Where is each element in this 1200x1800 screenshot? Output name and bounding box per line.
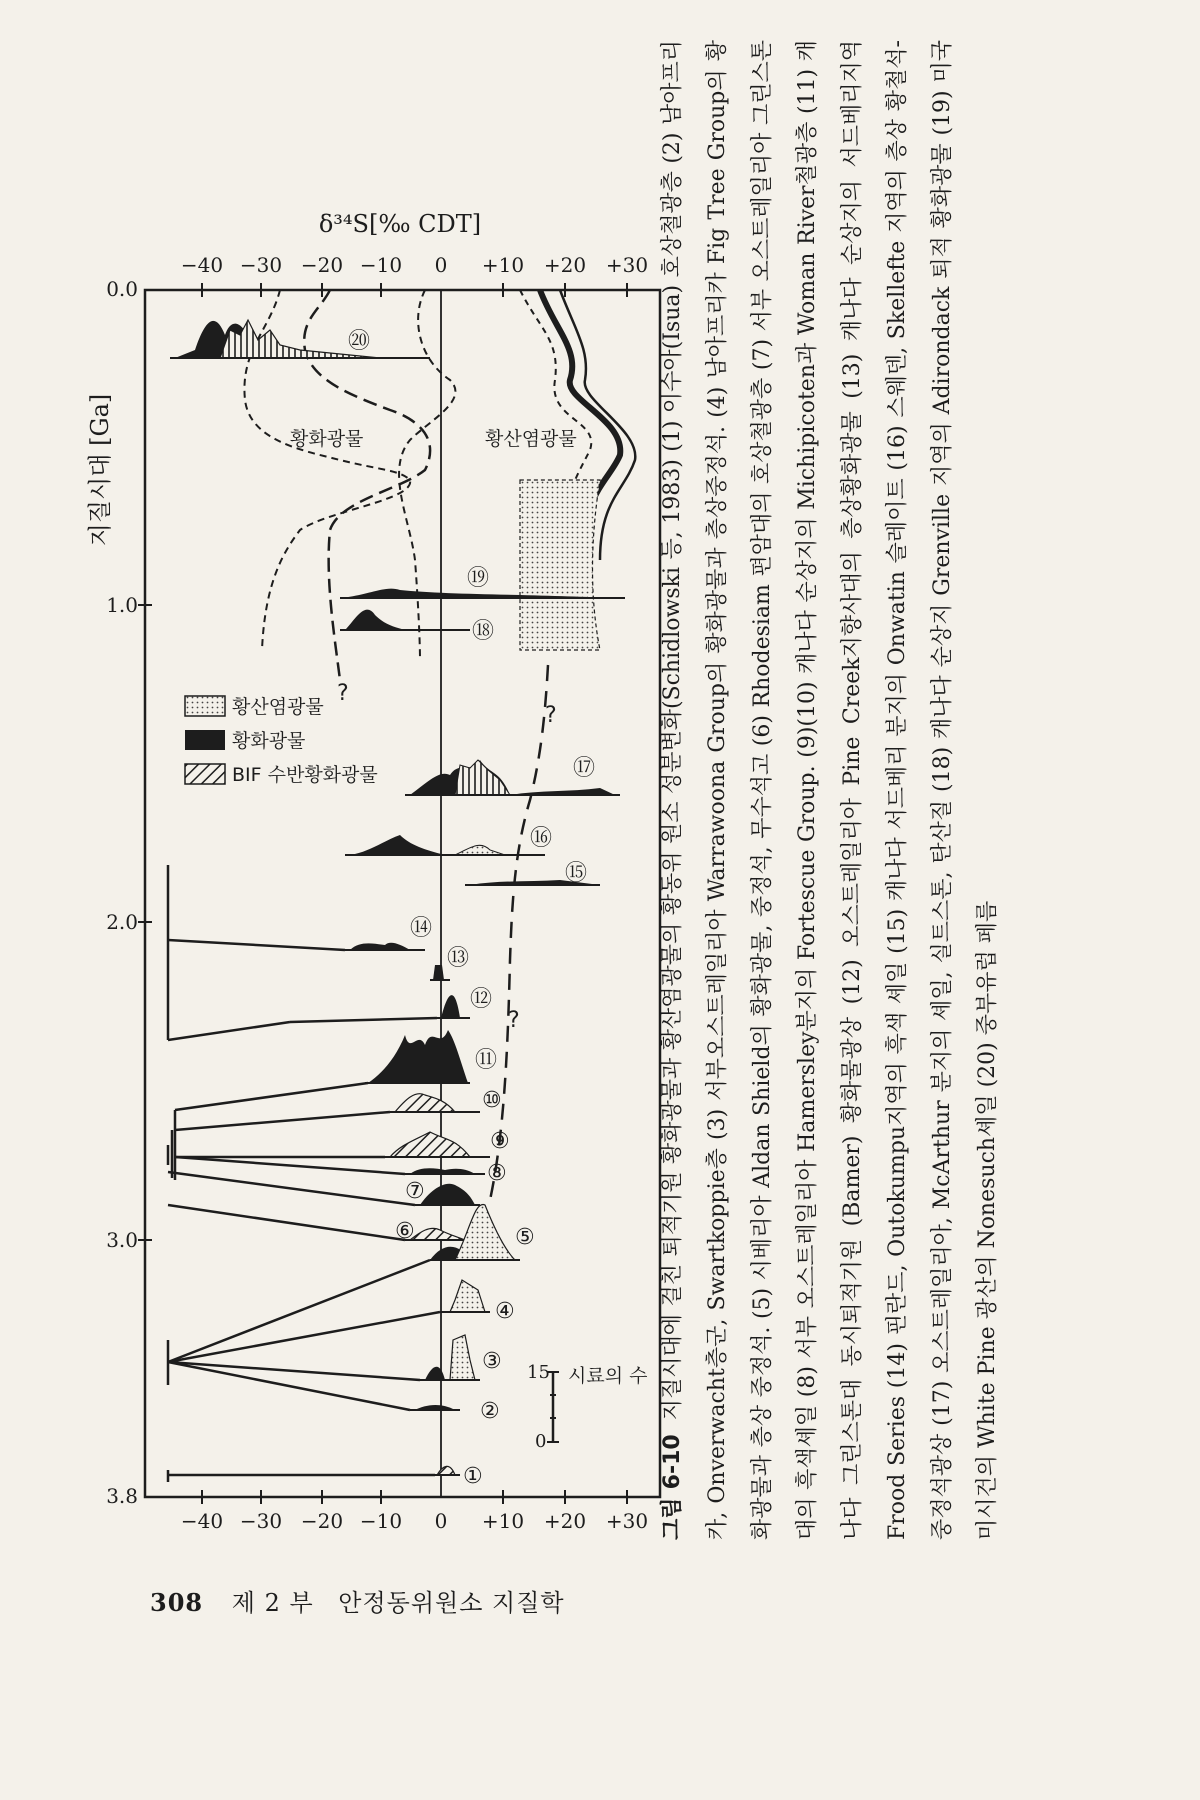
page-number: 308 [150,1588,204,1617]
y-tick: 1.0 [106,593,138,617]
distribution-20 [170,320,430,358]
sample-label: ⑪ [475,1048,498,1073]
sample-label: ⑧ [487,1161,507,1186]
sample-label: ⑲ [467,566,490,591]
top-tick: −30 [239,253,283,277]
bottom-tick: −40 [180,1509,224,1533]
y-axis-title: 지질시대 [Ga] [86,393,114,547]
age-bars [168,865,440,1482]
distribution-8 [405,1168,485,1174]
question-mark: ? [545,703,557,728]
top-tick: +10 [481,253,525,277]
bottom-tick: −10 [359,1509,403,1533]
page-footer [150,1583,565,1618]
sample-label: ⑨ [490,1129,510,1154]
distribution-14 [345,943,425,950]
top-tick: +30 [605,253,649,277]
sample-label: ③ [482,1349,502,1374]
sample-label: ⑯ [530,826,553,851]
bottom-tick: 0 [434,1509,448,1533]
y-tick: 2.0 [106,910,138,934]
bottom-tick: −30 [239,1509,283,1533]
caption-label: 그림 6-10 [660,1434,685,1540]
figure-caption [650,40,1120,1540]
sample-label: ① [463,1464,483,1489]
scale-bottom: 0 [535,1431,547,1452]
legend-sulfate: 황산염광물 [232,696,324,718]
distribution-18 [340,610,470,630]
sample-label: ⑦ [405,1179,425,1204]
top-tick: +20 [543,253,587,277]
distribution-10 [390,1094,480,1112]
distribution-9 [385,1132,490,1157]
legend [185,696,378,786]
curve-label-sulfate: 황산염광물 [485,428,577,450]
top-tick: −10 [359,253,403,277]
legend-sulfide: 황화광물 [232,730,306,752]
question-mark: ? [508,1008,520,1033]
continuation-dashes [490,665,548,1200]
bottom-axis-ticks [181,1509,648,1533]
y-tick: 3.0 [106,1228,138,1252]
sample-label: ⑮ [565,861,588,886]
distribution-4 [440,1280,490,1312]
sample-label: ④ [495,1299,515,1324]
sample-label: ⑥ [395,1219,415,1244]
sample-label: ⑩ [482,1088,502,1113]
footer-title: 안정동위원소 지질학 [338,1589,565,1617]
distribution-7 [415,1184,480,1205]
distribution-1 [435,1466,460,1475]
footer-part: 제 2 부 [231,1589,314,1617]
bottom-tick: +10 [481,1509,525,1533]
top-tick: −40 [180,253,224,277]
bottom-tick: +30 [605,1509,649,1533]
distribution-12 [437,995,470,1018]
distribution-11 [365,1030,470,1083]
bottom-tick: +20 [543,1509,587,1533]
sample-label: ⑬ [447,946,470,971]
distribution-6 [405,1228,470,1240]
sample-label: ⑰ [573,756,596,781]
top-axis-title: δ³⁴S[‰ CDT] [318,210,482,238]
y-tick: 3.8 [106,1484,138,1508]
y-tick: 0.0 [106,277,138,301]
scale-top: 15 [527,1362,550,1383]
scale-label: 시료의 수 [568,1365,648,1387]
sample-label: ⑤ [515,1225,535,1250]
legend-bif: BIF 수반황화광물 [232,764,378,786]
distribution-16 [345,835,545,855]
sample-label: ⑫ [470,987,493,1012]
top-tick: 0 [434,253,448,277]
top-axis-ticks [181,253,648,277]
caption-paragraph [650,40,1010,1540]
question-mark: ? [337,681,349,706]
bottom-tick: −20 [300,1509,344,1533]
sample-label: ② [480,1399,500,1424]
sample-label: ⑭ [410,916,433,941]
distribution-3 [420,1335,480,1380]
distribution-2 [410,1405,460,1410]
plot-frame [145,290,660,1497]
caption-text: 지질시대에 걸친 퇴적기원 황화광물과 황산염광물의 황동위 원소 성분변화(Schidlowski 등, 1983) (1) 이수아(Isua) 호상철광층 (2) 남아프리카, Onverwacht층군, Swartkoppie층 (3) 서부오스트레일리아 Warrawoona Group의 황화광물과 층상중정석. (4) 남아프리카 Fig Tree Group의 황화광물과 층상 중정석. (5) 시베리아 Aldan Shield의 황화광물, 중정석, 무수석고 (6) Rhodesiam 편암대의 호상철광층 (7) 서부 오스트레일리아 그린스톤대의 흑색셰일 (8) 서부 오스트레일리아 Hamersley분지의 Fortescue Group. (9)(10) 캐나다 순상지의 Michipicoten과 Woman River철광층 (11) 캐나다 그린스톤대 동시퇴적기원 (Bamer) 황화물광상 (12) 오스트레일리아 Pine Creek지향사대의 층상황화광물 (13) 캐나다 순상지의 서드베리지역 Frood Series (14) 핀란드, Outokumpu지역의 흑색 셰일 (15) 캐나다 서드베리 분지의 Onwatin 슬레이트 (16) 스웨덴, Skellefte 지역의 층상 황철석-중정석광상 (17) 오스트레일리아, McArthur 분지의 셰일, 실트스톤, 탄산질 (18) 캐나다 순상지 Grenville 지역의 Adirondack 퇴적 황화광물 (19) 미국 미시건의 White Pine 광산의 Nonesuch셰일 (20) 중부유럽 페름 [660,40,1000,1540]
sample-label: ⑳ [348,329,371,354]
sample-label: ⑱ [472,619,495,644]
curve-label-sulfide: 황화광물 [290,428,364,450]
top-tick: −20 [300,253,344,277]
sample-count-scale [527,1362,647,1452]
